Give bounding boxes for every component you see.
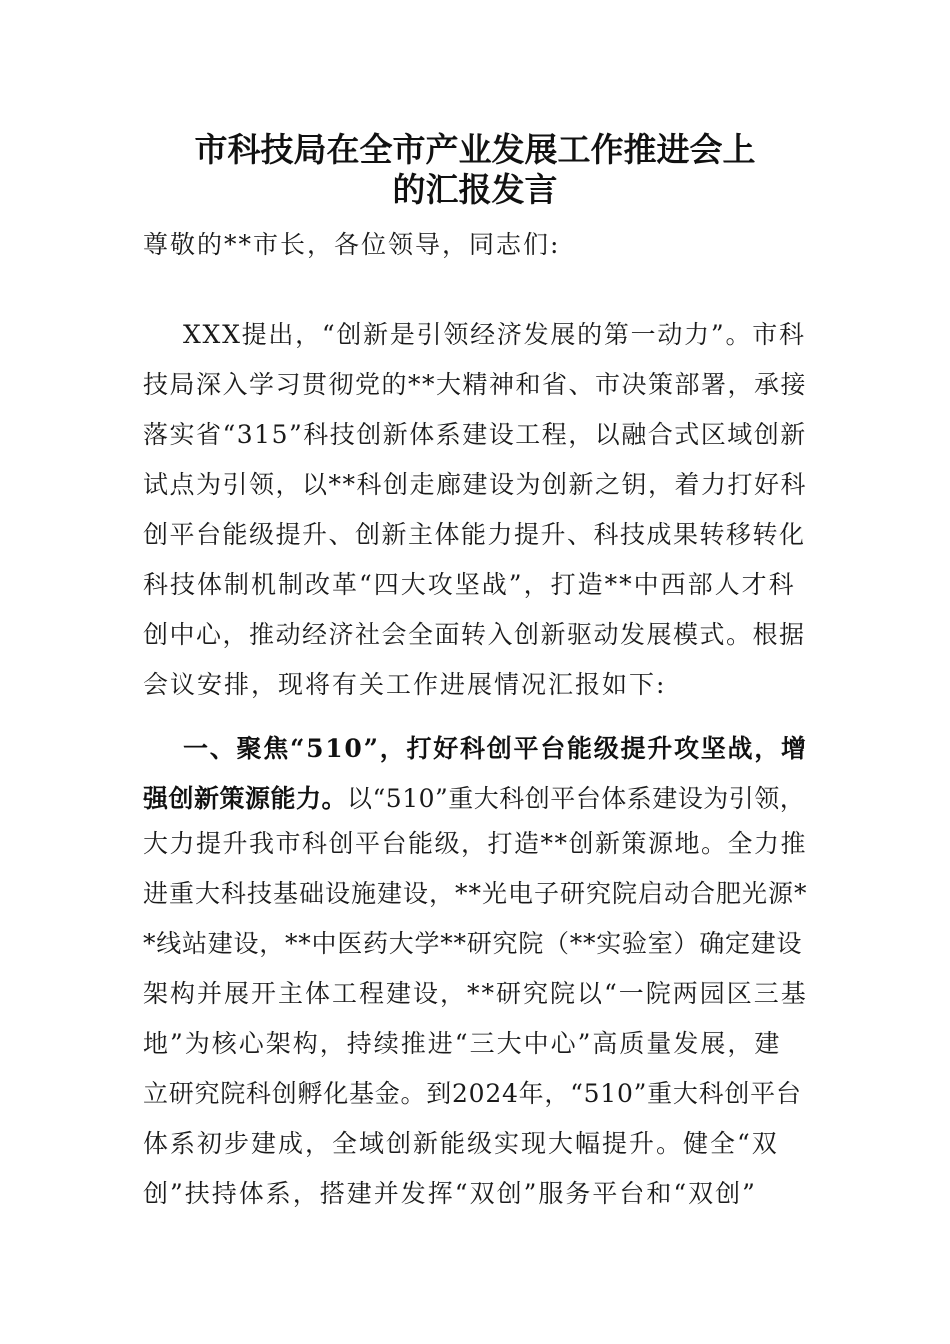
section-heading-line-1: 一、聚焦“510”，打好科创平台能级提升攻坚战，增: [183, 734, 808, 763]
paragraph-line: XXX提出，“创新是引领经济发展的第一动力”。市科: [183, 320, 806, 349]
paragraph-line: *线站建设，**中医药大学**研究院（**实验室）确定建设: [143, 929, 803, 958]
paragraph-line: 试点为引领，以**科创走廊建设为创新之钥，着力打好科: [143, 470, 808, 499]
document-title-line-2: 的汇报发言: [392, 170, 558, 209]
paragraph-line: 大力提升我市科创平台能级，打造**创新策源地。全力推: [143, 829, 808, 858]
paragraph-line: 技局深入学习贯彻党的**大精神和省、市决策部署，承接: [143, 370, 808, 399]
section-heading-line-2: [143, 781, 805, 817]
paragraph-line: 创中心，推动经济社会全面转入创新驱动发展模式。根据: [143, 620, 806, 649]
paragraph-line: 体系初步建成，全域创新能级实现大幅提升。健全“双: [143, 1129, 779, 1158]
paragraph-line: 创平台能级提升、创新主体能力提升、科技成果转移转化: [143, 520, 806, 549]
paragraph-line: 科技体制机制改革“四大攻坚战”，打造**中西部人才科: [143, 570, 796, 599]
section-heading-rest: 以“510”重大科创平台体系建设为引领，: [347, 784, 806, 813]
paragraph-line: 地”为核心架构，持续推进“三大中心”高质量发展，建: [143, 1029, 782, 1058]
paragraph-line: 进重大科技基础设施建设，**光电子研究院启动合肥光源*: [143, 879, 808, 908]
paragraph-line: 会议安排，现将有关工作进展情况汇报如下:: [143, 670, 667, 699]
salutation: 尊敬的**市长，各位领导，同志们:: [143, 230, 561, 259]
document-title-line-1: 市科技局在全市产业发展工作推进会上: [194, 130, 756, 169]
section-heading-bold: 强创新策源能力。: [143, 784, 348, 813]
paragraph-line: 创”扶持体系，搭建并发挥“双创”服务平台和“双创”: [143, 1179, 757, 1208]
paragraph-line: 落实省“315”科技创新体系建设工程，以融合式区域创新: [143, 420, 807, 449]
paragraph-line: 架构并展开主体工程建设，**研究院以“一院两园区三基: [143, 979, 808, 1008]
paragraph-line: 立研究院科创孵化基金。到2024年，“510”重大科创平台: [143, 1079, 802, 1108]
